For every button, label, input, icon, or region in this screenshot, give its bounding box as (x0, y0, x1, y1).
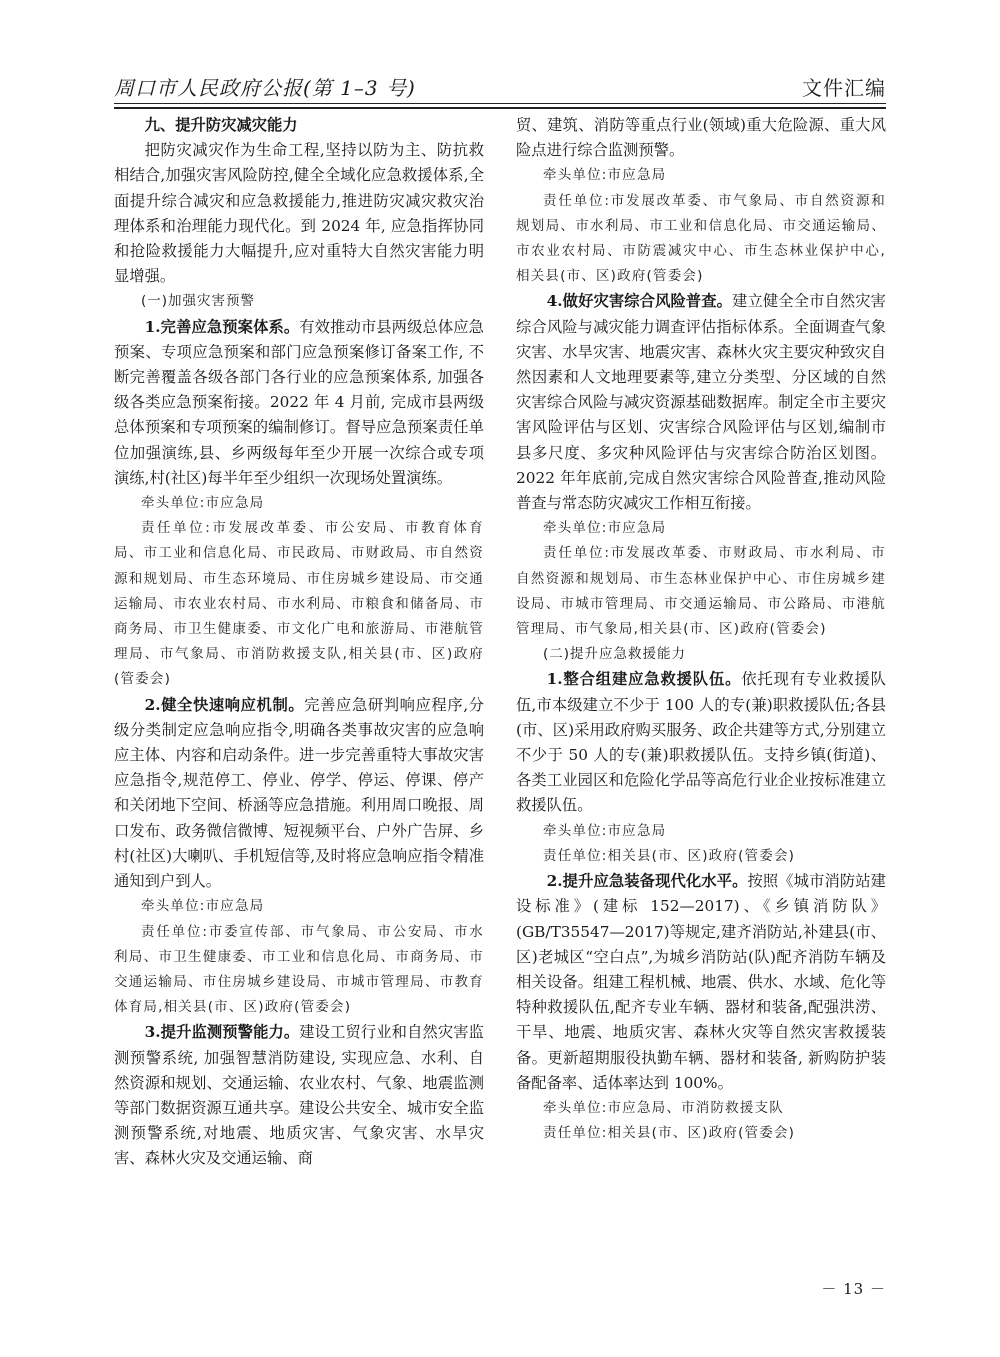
responsible-units: 责任单位:相关县(市、区)政府(管委会) (543, 847, 796, 864)
item-body: 完善应急研判响应程序,分级分类制定应急响应指令,明确各类事故灾害的应急响应主体、内容和启动条件。进一步完善重特大事故灾害应急指令,规范停工、停业、停学、停运、停课、停产和关闭地下空间、桥涵等应急措施。利用周口晚报、周口发布、政务微信微博、短视频平台、户外广告屏、乡村(社区)大喇叭、手机短信等,及时将应急响应指令精准通知到户到人。 (114, 695, 484, 891)
item-body: 建设工贸行业和自然灾害监测预警系统, 加强智慧消防建设, 实现应急、水利、自然资源和规划、交通运输、农业农村、气象、地震监测等部门数据资源互通共享。建设公共安全、城市安全监测预警系统,对地震、地质灾害、气象灾害、水旱灾害、森林火灾及交通运输、商 (114, 1023, 484, 1168)
item-title: 2.提升应急装备现代化水平。 (546, 872, 748, 891)
left-column (114, 113, 484, 1172)
section-title: 文件汇编 (802, 76, 886, 100)
subsection-heading: (二)提升应急救援能力 (543, 646, 687, 663)
header-rule-thick (114, 107, 886, 109)
lead-unit: 牵头单位:市应急局 (543, 167, 667, 184)
lead-unit: 牵头单位:市应急局 (141, 495, 265, 512)
item-title: 4.做好灾害综合风险普查。 (546, 292, 733, 311)
responsible-units: 责任单位:市委宣传部、市气象局、市公安局、市水利局、市卫生健康委、市工业和信息化局、市商务局、市交通运输局、市住房城乡建设局、市城市管理局、市教育体育局,相关县(市、区)政府(管委会) (114, 923, 484, 1016)
responsible-units: 责任单位:相关县(市、区)政府(管委会) (543, 1125, 796, 1142)
item-title: 3.提升监测预警能力。 (144, 1023, 300, 1042)
item-body: 依托现有专业救援队伍,市本级建立不少于 100 人的专(兼)职救援队伍;各县(市、区)采用政府购买服务、政企共建等方式,分别建立不少于 50 人的专(兼)职救援队伍。支持乡镇(街道)、各类工业园区和危险化学品等高危行业企业按标准建立救援队伍。 (516, 670, 886, 815)
chapter-heading: 九、提升防灾减灾能力 (144, 116, 298, 134)
lead-unit: 牵头单位:市应急局 (141, 898, 265, 915)
paragraph (516, 289, 886, 516)
subsection-heading: (一)加强灾害预警 (141, 293, 256, 310)
responsible-units: 责任单位:市发展改革委、市财政局、市水利局、市自然资源和规划局、市生态林业保护中心、市住房城乡建设局、市城市管理局、市交通运输局、市公路局、市港航管理局、市气象局,相关县(市、区)政府(管委会) (516, 545, 886, 638)
paragraph (114, 1020, 484, 1171)
paragraph (516, 869, 886, 1096)
paragraph (516, 667, 886, 818)
paragraph (114, 693, 484, 895)
paragraph (114, 315, 484, 491)
right-column (516, 113, 886, 1146)
paragraph-continued: 贸、建筑、消防等重点行业(领域)重大危险源、重大风险点进行综合监测预警。 (516, 116, 886, 160)
item-title: 1.完善应急预案体系。 (144, 317, 300, 336)
bulletin-title: 周口市人民政府公报(第 1–3 号) (114, 76, 416, 100)
lead-unit: 牵头单位:市应急局、市消防救援支队 (543, 1099, 784, 1116)
responsible-units: 责任单位:市发展改革委、市公安局、市教育体育局、市工业和信息化局、市民政局、市财政局、市自然资源和规划局、市生态环境局、市住房城乡建设局、市交通运输局、市农业农村局、市水利局、市粮食和储备局、市商务局、市卫生健康委、市文化广电和旅游局、市港航管理局、市气象局、市消防救援支队,相关县(市、区)政府(管委会) (114, 520, 484, 688)
header-rule-thin (114, 103, 886, 104)
page-number: － 13 － (821, 1280, 886, 1298)
item-body: 按照《城市消防站建设标准》(建标 152—2017)、《乡镇消防队》(GB/T35547—2017)等规定,建齐消防站,补建县(市、区)老城区“空白点”,为城乡消防站(队)配齐消防车辆及相关设备。组建工程机械、地震、供水、水域、危化等特种救援队伍,配齐专业车辆、器材和装备,配强洪涝、干旱、地震、地质灾害、森林火灾等自然灾害救援装备。更新超期服役执勤车辆、器材和装备, 新购防护装备配备率、适体率达到 100%。 (516, 872, 886, 1092)
lead-unit: 牵头单位:市应急局 (543, 822, 667, 839)
item-title: 2.健全快速响应机制。 (144, 695, 305, 714)
lead-unit: 牵头单位:市应急局 (543, 520, 667, 537)
responsible-units: 责任单位:市发展改革委、市气象局、市自然资源和规划局、市水利局、市工业和信息化局、市交通运输局、市农业农村局、市防震减灾中心、市生态林业保护中心,相关县(市、区)政府(管委会) (516, 192, 886, 285)
item-body: 建立健全全市自然灾害综合风险与减灾能力调查评估指标体系。全面调查气象灾害、水旱灾害、地震灾害、森林火灾主要灾种致灾自然因素和人文地理要素等,建立分类型、分区域的自然灾害综合风险与减灾资源基础数据库。制定全市主要灾害风险评估与区划、灾害综合风险评估与区划,编制市县多尺度、多灾种风险评估与灾害综合防治区划图。2022 年年底前,完成自然灾害综合风险普查,推动风险普查与常态防灾减灾工作相互衔接。 (516, 292, 886, 513)
item-title: 1.整合组建应急救援队伍。 (546, 670, 742, 689)
paragraph: 把防灾减灾作为生命工程,坚持以防为主、防抗救相结合,加强灾害风险防控,健全全域化应急救援体系,全面提升综合减灾和应急救援能力,推进防灾减灾救灾治理体系和治理能力现代化。到 2024 年, 应急指挥协同和抢险救援能力大幅提升,应对重特大自然灾害能力明显增强。 (114, 141, 484, 286)
item-body: 有效推动市县两级总体应急预案、专项应急预案和部门应急预案修订备案工作, 不断完善覆盖各级各部门各行业的应急预案体系, 加强各级各类应急预案衔接。2022 年 4 月前, 完成市县两级总体预案和专项预案的编制修订。督导应急预案责任单位加强演练,县、乡两级每年至少开展一次综合或专项演练,村(社区)每半年至少组织一次现场处置演练。 (114, 317, 484, 487)
